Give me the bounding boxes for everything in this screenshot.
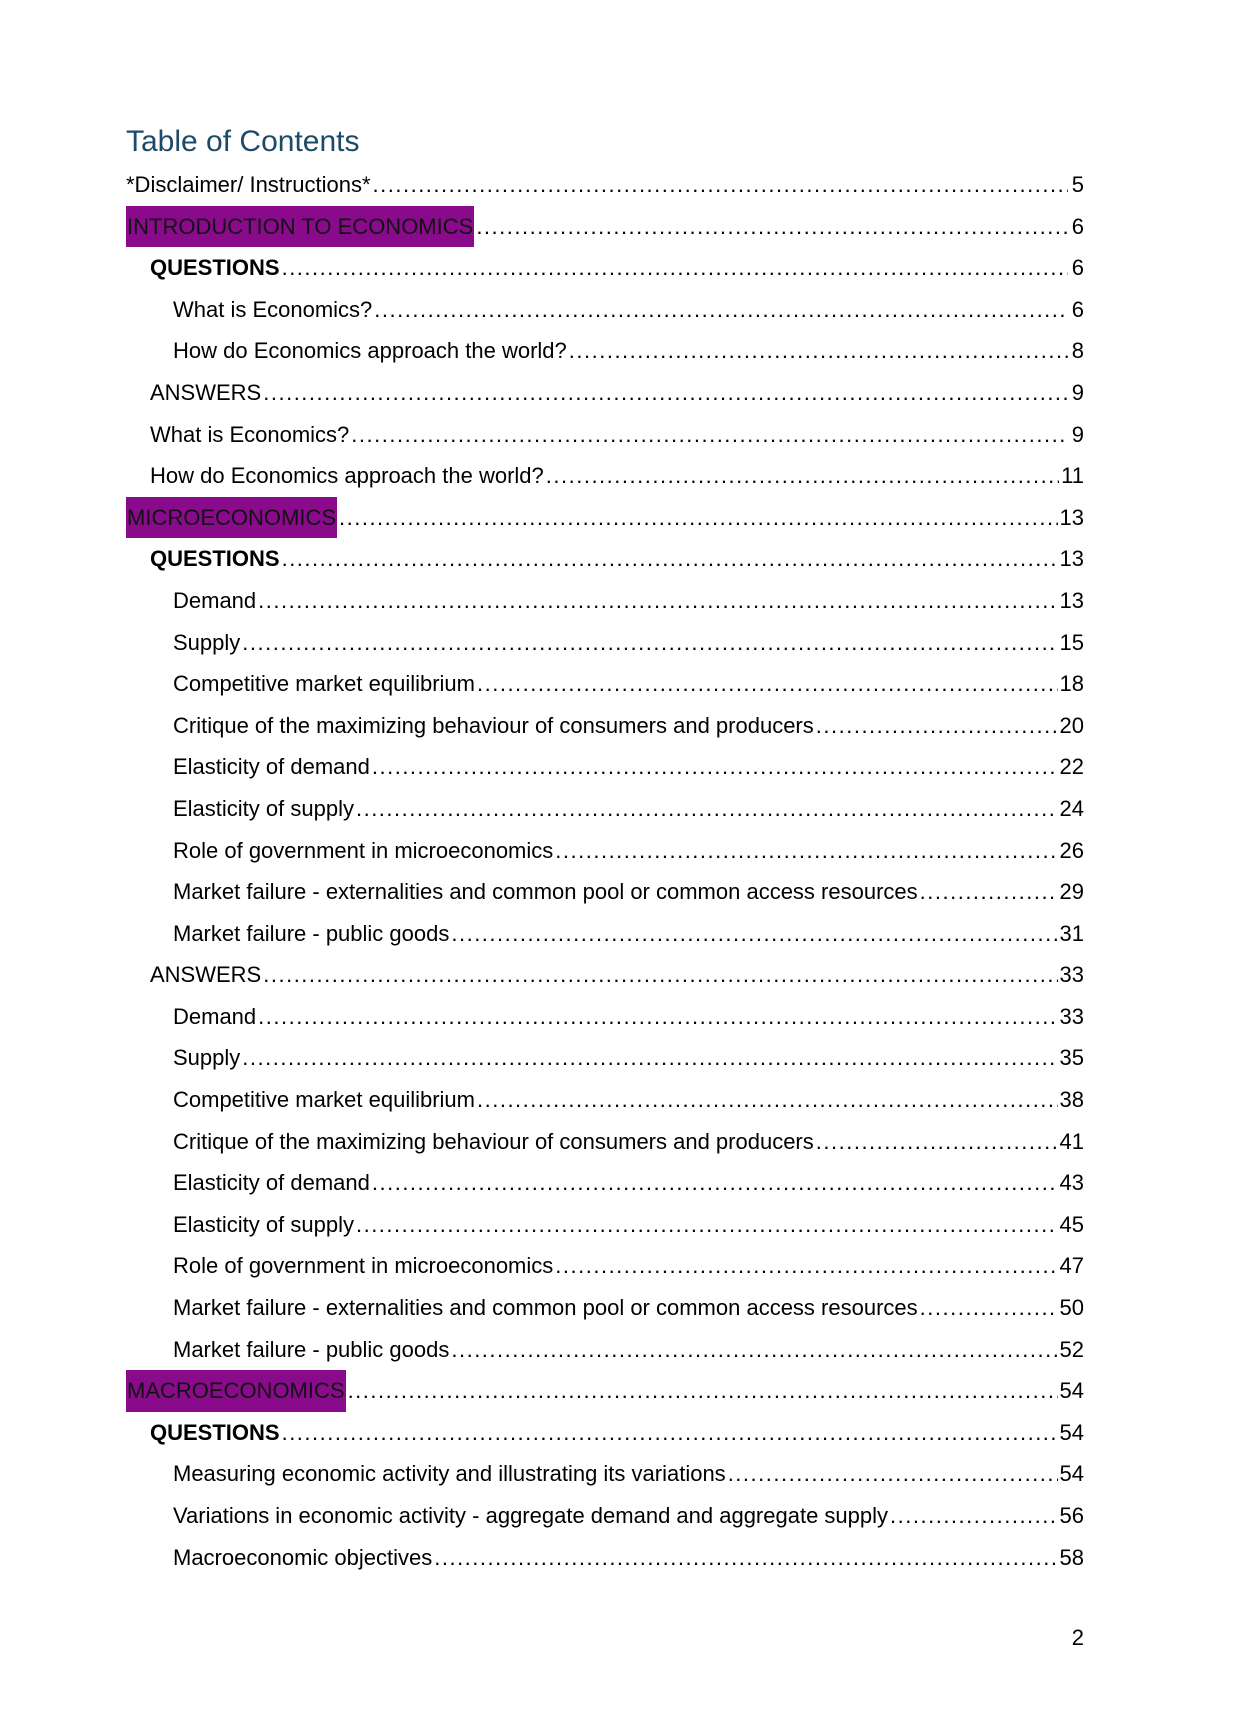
toc-entry-label: QUESTIONS bbox=[150, 255, 280, 281]
toc-entry-label: Market failure - externalities and common pool or common access resources bbox=[173, 1295, 918, 1321]
toc-entry-page: 33 bbox=[1059, 1003, 1084, 1029]
toc-entry-page: 29 bbox=[1059, 879, 1084, 905]
toc-entry[interactable] bbox=[126, 580, 1084, 622]
toc-dot-leader bbox=[356, 788, 1058, 830]
toc-entry-page: 24 bbox=[1059, 795, 1084, 821]
toc-dot-leader bbox=[242, 1037, 1057, 1079]
toc-dot-leader bbox=[282, 538, 1058, 580]
toc-entry-label: Critique of the maximizing behaviour of consumers and producers bbox=[173, 712, 814, 738]
toc-entry[interactable] bbox=[126, 830, 1084, 872]
toc-entry[interactable] bbox=[126, 1453, 1084, 1495]
toc-dot-leader bbox=[372, 746, 1058, 788]
toc-entry-label: Competitive market equilibrium bbox=[173, 1087, 475, 1113]
toc-dot-leader bbox=[546, 455, 1059, 497]
toc-entry-label-highlighted: MICROECONOMICS bbox=[126, 497, 337, 539]
toc-dot-leader bbox=[356, 1204, 1058, 1246]
toc-entry[interactable] bbox=[126, 247, 1084, 289]
toc-dot-leader bbox=[242, 622, 1057, 664]
toc-entry-page: 9 bbox=[1071, 421, 1084, 447]
toc-dot-leader bbox=[728, 1453, 1058, 1495]
toc-entry-page: 6 bbox=[1071, 296, 1084, 322]
toc-entry-page: 54 bbox=[1059, 1461, 1084, 1487]
toc-dot-leader bbox=[555, 1245, 1057, 1287]
toc-entry[interactable] bbox=[126, 871, 1084, 913]
toc-entry-page: 31 bbox=[1059, 920, 1084, 946]
toc-entry[interactable] bbox=[126, 414, 1084, 456]
toc-entry[interactable] bbox=[126, 788, 1084, 830]
toc-entry-page: 5 bbox=[1071, 172, 1084, 197]
toc-entry[interactable] bbox=[126, 1537, 1084, 1579]
toc-entry-page: 8 bbox=[1071, 338, 1084, 364]
toc-entry-label: ANSWERS bbox=[150, 962, 262, 988]
toc-dot-leader bbox=[816, 705, 1058, 747]
toc-entry[interactable] bbox=[126, 164, 1084, 206]
toc-entry[interactable] bbox=[126, 1287, 1084, 1329]
toc-dot-leader bbox=[263, 372, 1068, 414]
toc-entry[interactable] bbox=[126, 1204, 1084, 1246]
toc-entry-label: Measuring economic activity and illustrating its variations bbox=[173, 1461, 726, 1487]
toc-entry-label: Demand bbox=[173, 587, 257, 613]
toc-entry-page: 22 bbox=[1059, 754, 1084, 780]
toc-entry-label: Role of government in microeconomics bbox=[173, 1253, 554, 1279]
toc-entry-label: Market failure - public goods bbox=[173, 920, 450, 946]
toc-entry-page: 50 bbox=[1059, 1295, 1084, 1321]
toc-entry[interactable] bbox=[126, 1245, 1084, 1287]
toc-dot-leader bbox=[477, 663, 1058, 705]
toc-entry-page: 54 bbox=[1059, 1419, 1084, 1445]
toc-entry-label: Role of government in microeconomics bbox=[173, 837, 554, 863]
toc-entry[interactable] bbox=[126, 497, 1084, 539]
toc-entry-label: What is Economics? bbox=[173, 296, 373, 322]
toc-dot-leader bbox=[348, 1370, 1058, 1412]
toc-entry[interactable] bbox=[126, 913, 1084, 955]
toc-dot-leader bbox=[339, 497, 1058, 539]
toc-entry-label: Elasticity of demand bbox=[173, 1170, 370, 1196]
page-number: 2 bbox=[1071, 1625, 1084, 1650]
toc-entry[interactable] bbox=[126, 1079, 1084, 1121]
toc-entry-page: 26 bbox=[1059, 837, 1084, 863]
toc-entry-page: 58 bbox=[1059, 1544, 1084, 1570]
toc-dot-leader bbox=[451, 913, 1057, 955]
toc-dot-leader bbox=[263, 954, 1057, 996]
toc-dot-leader bbox=[434, 1537, 1057, 1579]
toc-entry-label: Elasticity of demand bbox=[173, 754, 370, 780]
toc-entry-label: How do Economics approach the world? bbox=[150, 463, 544, 489]
toc-entry[interactable] bbox=[126, 954, 1084, 996]
toc-entry-label: Market failure - public goods bbox=[173, 1336, 450, 1362]
toc-entry[interactable] bbox=[126, 1495, 1084, 1537]
toc-entry-page: 47 bbox=[1059, 1253, 1084, 1279]
toc-entry-label: QUESTIONS bbox=[150, 1419, 280, 1445]
toc-entry[interactable] bbox=[126, 1037, 1084, 1079]
toc-entry[interactable] bbox=[126, 1162, 1084, 1204]
toc-entry-label: Supply bbox=[173, 1045, 241, 1071]
toc-entry-page: 52 bbox=[1059, 1336, 1084, 1362]
toc-entry-label-highlighted: INTRODUCTION TO ECONOMICS bbox=[126, 206, 474, 248]
toc-entry[interactable] bbox=[126, 206, 1084, 248]
toc-entry-page: 18 bbox=[1059, 671, 1084, 697]
toc-entry-page: 15 bbox=[1059, 629, 1084, 655]
toc-entry-label: Demand bbox=[173, 1003, 257, 1029]
toc-entry[interactable] bbox=[126, 622, 1084, 664]
toc-entry-label: How do Economics approach the world? bbox=[173, 338, 567, 364]
toc-entry-label: Critique of the maximizing behaviour of consumers and producers bbox=[173, 1128, 814, 1154]
toc-entry-page: 45 bbox=[1059, 1211, 1084, 1237]
toc-dot-leader bbox=[351, 414, 1068, 456]
toc-dot-leader bbox=[920, 871, 1058, 913]
toc-dot-leader bbox=[373, 164, 1068, 206]
toc-entry-page: 41 bbox=[1059, 1128, 1084, 1154]
toc-dot-leader bbox=[816, 1121, 1058, 1163]
toc-entry-label-highlighted: MACROECONOMICS bbox=[126, 1370, 346, 1412]
toc-entry[interactable] bbox=[126, 1329, 1084, 1371]
toc-entry-label: Supply bbox=[173, 629, 241, 655]
toc-dot-leader bbox=[569, 330, 1068, 372]
toc-dot-leader bbox=[890, 1495, 1057, 1537]
toc-entry-page: 33 bbox=[1059, 962, 1084, 988]
toc-entry-page: 13 bbox=[1059, 504, 1084, 530]
page-title: Table of Contents bbox=[126, 125, 360, 158]
toc-entry-label: Market failure - externalities and common pool or common access resources bbox=[173, 879, 918, 905]
toc-entry-label: Elasticity of supply bbox=[173, 795, 354, 821]
toc-entry-page: 54 bbox=[1059, 1378, 1084, 1404]
toc-entry-label: Variations in economic activity - aggregate demand and aggregate supply bbox=[173, 1503, 889, 1528]
toc-entry-label: *Disclaimer/ Instructions* bbox=[126, 172, 371, 197]
toc-dot-leader bbox=[372, 1162, 1058, 1204]
toc-entry[interactable] bbox=[126, 1370, 1084, 1412]
toc-entry-page: 56 bbox=[1059, 1503, 1084, 1528]
toc-entry-page: 13 bbox=[1059, 546, 1084, 572]
toc-entry-label: Macroeconomic objectives bbox=[173, 1544, 433, 1570]
toc-dot-leader bbox=[374, 289, 1068, 331]
toc-dot-leader bbox=[282, 1412, 1058, 1454]
toc-entry-page: 43 bbox=[1059, 1170, 1084, 1196]
table-of-contents bbox=[126, 164, 1084, 1578]
toc-entry[interactable] bbox=[126, 455, 1084, 497]
toc-entry-label: Elasticity of supply bbox=[173, 1211, 354, 1237]
toc-entry[interactable] bbox=[126, 330, 1084, 372]
toc-dot-leader bbox=[555, 830, 1057, 872]
toc-entry-page: 9 bbox=[1071, 379, 1084, 405]
toc-entry[interactable] bbox=[126, 1121, 1084, 1163]
toc-entry-page: 35 bbox=[1059, 1045, 1084, 1071]
toc-entry[interactable] bbox=[126, 289, 1084, 331]
toc-dot-leader bbox=[451, 1329, 1057, 1371]
toc-dot-leader bbox=[258, 580, 1057, 622]
toc-entry-page: 6 bbox=[1071, 255, 1084, 281]
toc-dot-leader bbox=[477, 1079, 1058, 1121]
toc-entry-page: 20 bbox=[1059, 712, 1084, 738]
toc-dot-leader bbox=[282, 247, 1068, 289]
toc-entry-page: 6 bbox=[1071, 213, 1084, 239]
toc-entry-label: QUESTIONS bbox=[150, 546, 280, 572]
toc-entry[interactable] bbox=[126, 372, 1084, 414]
toc-entry[interactable] bbox=[126, 1412, 1084, 1454]
toc-entry-label: Competitive market equilibrium bbox=[173, 671, 475, 697]
toc-entry-page: 13 bbox=[1059, 587, 1084, 613]
toc-entry-label: What is Economics? bbox=[150, 421, 350, 447]
toc-entry[interactable] bbox=[126, 538, 1084, 580]
toc-dot-leader bbox=[920, 1287, 1058, 1329]
toc-entry[interactable] bbox=[126, 996, 1084, 1038]
toc-entry-page: 11 bbox=[1061, 463, 1084, 489]
toc-dot-leader bbox=[476, 206, 1068, 248]
toc-entry[interactable] bbox=[126, 746, 1084, 788]
toc-dot-leader bbox=[258, 996, 1057, 1038]
toc-entry[interactable] bbox=[126, 663, 1084, 705]
toc-entry-label: ANSWERS bbox=[150, 379, 262, 405]
toc-entry[interactable] bbox=[126, 705, 1084, 747]
toc-entry-page: 38 bbox=[1059, 1087, 1084, 1113]
